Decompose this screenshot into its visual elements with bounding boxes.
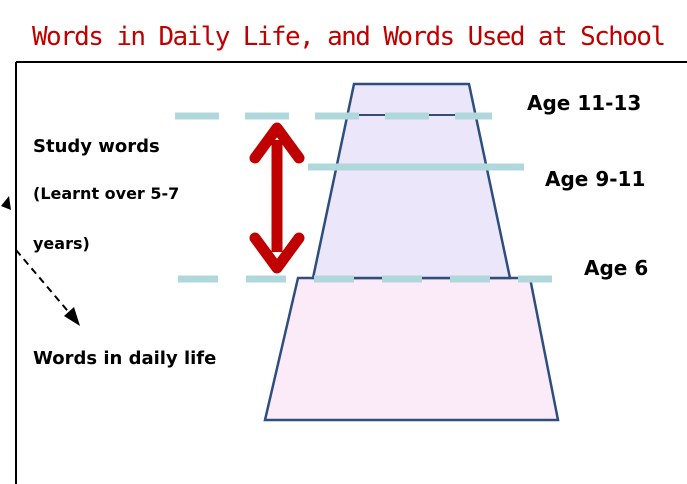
- age-11-13-label: Age 11-13: [527, 91, 642, 115]
- age-6-label: Age 6: [584, 256, 649, 280]
- diagram-title: Words in Daily Life, and Words Used at School: [32, 22, 665, 52]
- left-edge-arrowhead: [1, 196, 11, 210]
- study-words-label: Study words: [33, 136, 160, 157]
- study-words-note-line2: years): [33, 234, 90, 253]
- study-words-note-line1: (Learnt over 5-7: [33, 184, 180, 203]
- age-9-11-label: Age 9-11: [545, 167, 646, 191]
- daily-life-words-label: Words in daily life: [33, 348, 217, 369]
- daily-life-trapezoid: [265, 278, 558, 420]
- pointer-dashed-line: [16, 250, 72, 316]
